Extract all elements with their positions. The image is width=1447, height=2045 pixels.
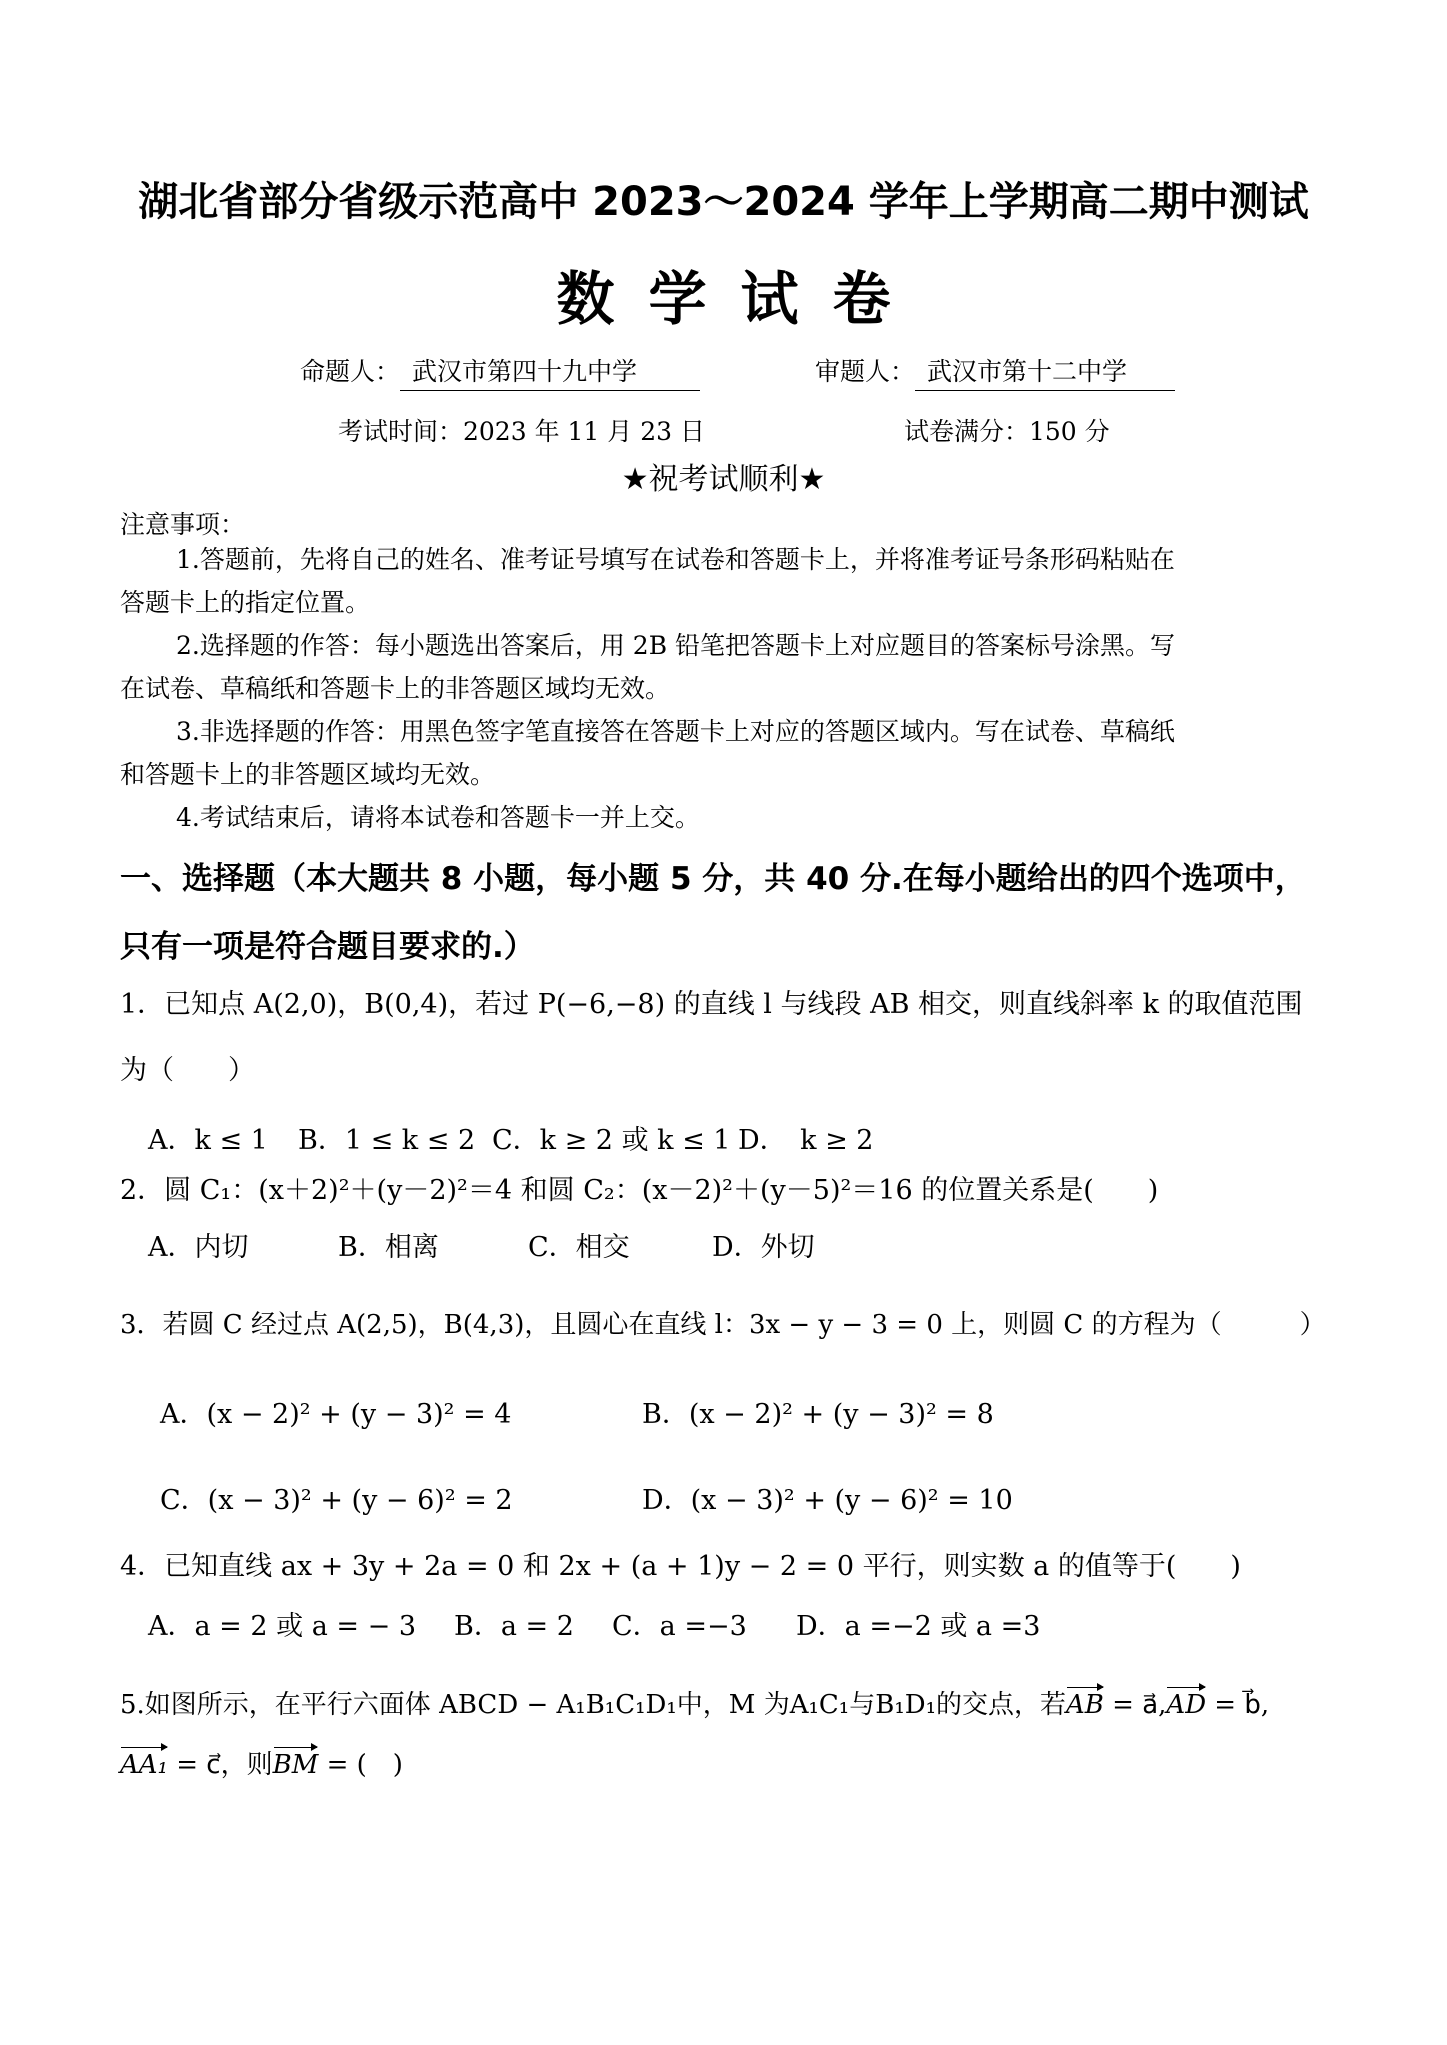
notes-line: 4.考试结束后，请将本试卷和答题卡一并上交。 <box>176 803 700 832</box>
question-5-eq: = c⃗，则 <box>167 1750 273 1780</box>
section-heading-line: 一、选择题（本大题共 8 小题，每小题 5 分，共 40 分.在每小题给出的四个选项中， <box>120 861 1306 897</box>
reviewer-value: 武汉市第十二中学 <box>915 352 1175 391</box>
question-1-stem: 1．已知点 A(2,0)，B(0,4)，若过 P(−6,−8) 的直线 l 与线段 AB 相交，则直线斜率 k 的取值范围 <box>120 989 1303 1020</box>
reviewer-line <box>815 352 1175 391</box>
question-5-eq: = b⃗, <box>1206 1690 1270 1720</box>
question-3-option-d: D．(x − 3)² + (y − 6)² = 10 <box>642 1485 1013 1516</box>
author-line <box>300 352 700 391</box>
vector-aa1: AA₁ <box>120 1750 168 1780</box>
question-5-stem-cont <box>120 1744 1335 1781</box>
question-5-eq: = ( ) <box>318 1750 403 1780</box>
question-4-option-a: A．a = 2 或 a = − 3 <box>148 1611 416 1642</box>
full-score: 试卷满分：150 分 <box>904 417 1110 446</box>
question-4-option-d: D．a =−2 或 a =3 <box>796 1611 1041 1642</box>
question-2-option-b: B．相离 <box>338 1232 439 1263</box>
question-1-option-d: D． k ≥ 2 <box>738 1125 874 1156</box>
question-2-stem: 2．圆 C₁：(x＋2)²＋(y－2)²＝4 和圆 C₂：(x－2)²＋(y－5)²＝16 的位置关系是( ) <box>120 1175 1159 1206</box>
good-luck-banner: ★祝考试顺利★ <box>621 462 826 497</box>
vector-ab: AB <box>1066 1690 1104 1720</box>
question-3-option-c: C．(x − 3)² + (y − 6)² = 2 <box>160 1485 513 1516</box>
question-2-option-c: C．相交 <box>528 1232 630 1263</box>
exam-time: 考试时间：2023 年 11 月 23 日 <box>338 417 705 446</box>
question-3-stem: 3．若圆 C 经过点 A(2,5)，B(4,3)，且圆心在直线 l：3x − y − 3 = 0 上，则圆 C 的方程为（ ） <box>120 1310 1326 1340</box>
question-1-option-b: B．1 ≤ k ≤ 2 <box>298 1125 476 1156</box>
author-value: 武汉市第四十九中学 <box>400 352 700 391</box>
question-4-option-b: B．a = 2 <box>454 1611 574 1642</box>
reviewer-label: 审题人： <box>815 357 916 386</box>
section-heading <box>120 845 1335 981</box>
question-3-option-a: A．(x − 2)² + (y − 3)² = 4 <box>160 1399 512 1430</box>
question-4-stem: 4．已知直线 ax + 3y + 2a = 0 和 2x + (a + 1)y − 2 = 0 平行，则实数 a 的值等于( ) <box>120 1551 1241 1582</box>
question-4-option-c: C．a =−3 <box>612 1611 747 1642</box>
exam-title: 湖北省部分省级示范高中 2023～2024 学年上学期高二期中测试 <box>138 179 1309 225</box>
question-1-stem-cont: 为（ ） <box>120 1055 255 1086</box>
notes-line: 和答题卡上的非答题区域均无效。 <box>120 760 496 789</box>
exam-subtitle: 数学试卷 <box>556 265 925 333</box>
notes-title: 注意事项： <box>120 510 246 539</box>
notes-line: 在试卷、草稿纸和答题卡上的非答题区域均无效。 <box>120 674 671 703</box>
question-1-option-a: A．k ≤ 1 <box>148 1125 268 1156</box>
question-1-option-c: C．k ≥ 2 或 k ≤ 1 <box>492 1125 731 1156</box>
section-heading-line: 只有一项是符合题目要求的.） <box>120 929 535 965</box>
notes-line: 1.答题前，先将自己的姓名、准考证号填写在试卷和答题卡上，并将准考证号条形码粘贴在 <box>176 545 1175 574</box>
question-3-option-b: B．(x − 2)² + (y − 3)² = 8 <box>642 1399 994 1430</box>
notes-item <box>120 538 1335 839</box>
question-5-stem <box>120 1684 1335 1721</box>
author-label: 命题人： <box>300 357 401 386</box>
vector-ad: AD <box>1166 1690 1207 1720</box>
question-2-option-a: A．内切 <box>148 1232 249 1263</box>
question-5-eq: = a⃗, <box>1103 1690 1167 1720</box>
notes-line: 2.选择题的作答：每小题选出答案后，用 2B 铅笔把答题卡上对应题目的答案标号涂黑。写 <box>176 631 1176 660</box>
question-5-text: 5.如图所示，在平行六面体 ABCD − A₁B₁C₁D₁中，M 为A₁C₁与B₁D₁的交点，若 <box>120 1690 1067 1720</box>
vector-bm: BM <box>272 1750 319 1780</box>
question-2-option-d: D．外切 <box>712 1232 815 1263</box>
notes-line: 3.非选择题的作答：用黑色签字笔直接答在答题卡上对应的答题区域内。写在试卷、草稿纸 <box>176 717 1175 746</box>
notes-line: 答题卡上的指定位置。 <box>120 588 371 617</box>
